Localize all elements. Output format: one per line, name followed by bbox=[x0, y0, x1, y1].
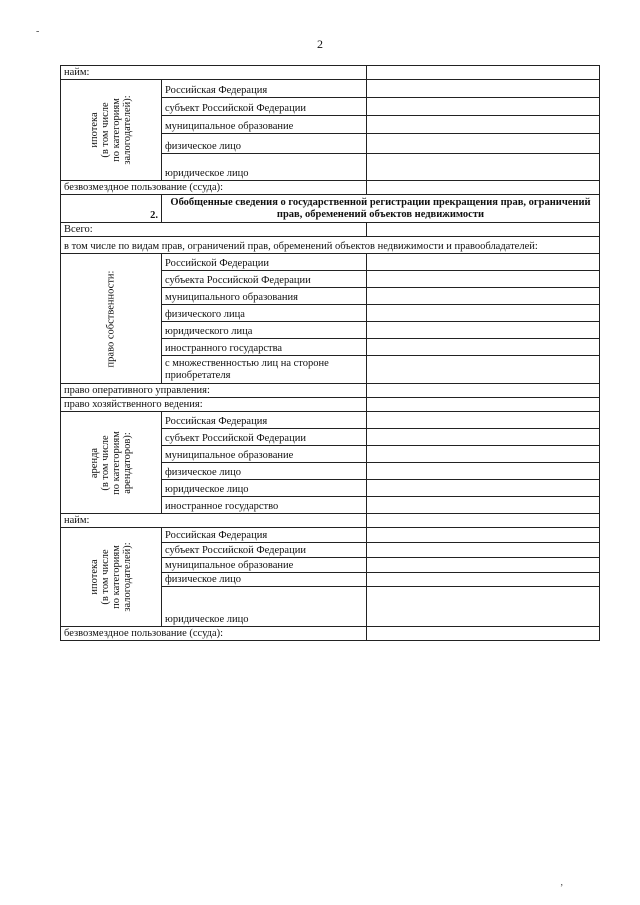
value-cell[interactable] bbox=[367, 480, 600, 497]
list-item: юридического лица bbox=[162, 322, 367, 339]
value-cell[interactable] bbox=[367, 271, 600, 288]
value-cell[interactable] bbox=[367, 463, 600, 480]
list-item: Российская Федерация bbox=[162, 412, 367, 429]
value-cell[interactable] bbox=[367, 543, 600, 558]
list-item: физическое лицо bbox=[162, 134, 367, 154]
value-cell[interactable] bbox=[367, 384, 600, 398]
value-cell[interactable] bbox=[367, 446, 600, 463]
value-cell[interactable] bbox=[367, 134, 600, 154]
value-cell[interactable] bbox=[367, 339, 600, 356]
list-item: Российской Федерации bbox=[162, 254, 367, 271]
list-item: с множественностью лиц на стороне приобретателя bbox=[162, 356, 367, 384]
page-number: 2 bbox=[317, 37, 323, 51]
row-label-vtom: в том числе по видам прав, ограничений прав, обременений объектов недвижимости и правообладателей: bbox=[61, 237, 600, 254]
table-row bbox=[61, 528, 600, 543]
value-cell[interactable] bbox=[367, 356, 600, 384]
row-label-bezvozmezdnoe: безвозмездное пользование (ссуда): bbox=[61, 181, 367, 195]
value-cell[interactable] bbox=[367, 80, 600, 98]
table-row bbox=[61, 80, 600, 98]
list-item: муниципального образования bbox=[162, 288, 367, 305]
section-number: 2. bbox=[61, 195, 162, 223]
list-item: иностранное государство bbox=[162, 497, 367, 514]
ipoteka-label-cell: ипотека (в том числе по категориям залогодателей): bbox=[61, 80, 162, 181]
list-item: субъекта Российской Федерации bbox=[162, 271, 367, 288]
table-row bbox=[61, 398, 600, 412]
scan-mark: ‚ bbox=[560, 877, 564, 888]
list-item: муниципальное образование bbox=[162, 116, 367, 134]
table-row bbox=[61, 66, 600, 80]
list-item: Российская Федерация bbox=[162, 528, 367, 543]
value-cell[interactable] bbox=[367, 223, 600, 237]
list-item: субъект Российской Федерации bbox=[162, 429, 367, 446]
value-cell[interactable] bbox=[367, 181, 600, 195]
row-label-hozyaystvennoe: право хозяйственного ведения: bbox=[61, 398, 367, 412]
value-cell[interactable] bbox=[367, 305, 600, 322]
value-cell[interactable] bbox=[367, 573, 600, 587]
list-item: иностранного государства bbox=[162, 339, 367, 356]
list-item: субъект Российской Федерации bbox=[162, 543, 367, 558]
list-item: физического лица bbox=[162, 305, 367, 322]
list-item: Российская Федерация bbox=[162, 80, 367, 98]
table-row bbox=[61, 237, 600, 254]
row-label-naim-2: найм: bbox=[61, 514, 367, 528]
list-item: юридическое лицо bbox=[162, 480, 367, 497]
value-cell[interactable] bbox=[367, 412, 600, 429]
ipoteka-label-cell-2: ипотека (в том числе по категориям залогодателей): bbox=[61, 528, 162, 627]
list-item: юридическое лицо bbox=[162, 154, 367, 181]
row-label-vsego: Всего: bbox=[61, 223, 367, 237]
value-cell[interactable] bbox=[367, 528, 600, 543]
value-cell[interactable] bbox=[367, 288, 600, 305]
registration-table bbox=[60, 65, 600, 641]
value-cell[interactable] bbox=[367, 66, 600, 80]
value-cell[interactable] bbox=[367, 398, 600, 412]
list-item: муниципальное образование bbox=[162, 446, 367, 463]
table-row bbox=[61, 181, 600, 195]
table-row bbox=[61, 412, 600, 429]
list-item: физическое лицо bbox=[162, 573, 367, 587]
value-cell[interactable] bbox=[367, 322, 600, 339]
arenda-label-cell: аренда (в том числе по категориям арендаторов): bbox=[61, 412, 162, 514]
value-cell[interactable] bbox=[367, 514, 600, 528]
scan-mark: - bbox=[36, 26, 40, 37]
section-header-row bbox=[61, 195, 600, 223]
table-row bbox=[61, 223, 600, 237]
list-item: юридическое лицо bbox=[162, 587, 367, 627]
row-label-operativnoe: право оперативного управления: bbox=[61, 384, 367, 398]
list-item: субъект Российской Федерации bbox=[162, 98, 367, 116]
sobstvennost-label-cell: право собственности: bbox=[61, 254, 162, 384]
table-row bbox=[61, 514, 600, 528]
table-row bbox=[61, 254, 600, 271]
list-item: физическое лицо bbox=[162, 463, 367, 480]
value-cell[interactable] bbox=[367, 154, 600, 181]
row-label-naim: найм: bbox=[61, 66, 367, 80]
value-cell[interactable] bbox=[367, 98, 600, 116]
value-cell[interactable] bbox=[367, 429, 600, 446]
row-label-bezvozmezdnoe-2: безвозмездное пользование (ссуда): bbox=[61, 627, 367, 641]
table-row bbox=[61, 384, 600, 398]
value-cell[interactable] bbox=[367, 116, 600, 134]
value-cell[interactable] bbox=[367, 497, 600, 514]
list-item: муниципальное образование bbox=[162, 558, 367, 573]
value-cell[interactable] bbox=[367, 254, 600, 271]
value-cell[interactable] bbox=[367, 627, 600, 641]
table-row bbox=[61, 627, 600, 641]
value-cell[interactable] bbox=[367, 587, 600, 627]
section-title: Обобщенные сведения о государственной регистрации прекращения прав, ограничений прав, обременений объектов недвижимости bbox=[162, 195, 600, 223]
value-cell[interactable] bbox=[367, 558, 600, 573]
